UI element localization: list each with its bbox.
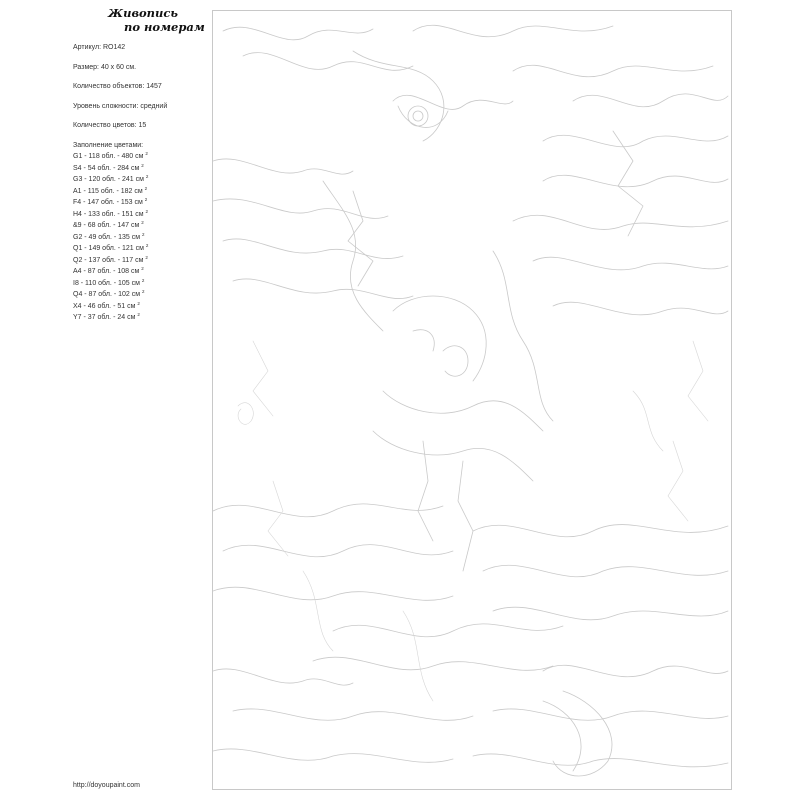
brand-line-2: по номерам (124, 20, 205, 34)
list-item: G1 - 118 обл. - 480 см $^2$ (73, 151, 148, 160)
list-item: Q1 - 149 обл. - 121 см $^2$ (73, 243, 149, 252)
list-item: Y7 - 37 обл. - 24 см $^2$ (73, 312, 140, 321)
list-item: A1 - 115 обл. - 182 см $^2$ (73, 185, 148, 195)
list-item: I8 - 110 обл. - 105 см $^2$ (73, 277, 145, 287)
product-info (73, 44, 208, 323)
list-item: S4 - 54 обл. - 284 см $^2$ (73, 162, 144, 172)
brand-line-1: Живопись (108, 6, 178, 20)
website-url: http://doyoupaint.com (73, 782, 140, 789)
list-item: G3 - 120 обл. - 241 см $^2$ (73, 174, 149, 183)
article-number: Артикул: RO142 (73, 44, 126, 51)
line-art-drawing (213, 11, 731, 789)
list-item: Q2 - 137 обл. - 117 см $^2$ (73, 254, 148, 264)
list-item: F4 - 147 обл. - 153 см $^2$ (73, 197, 148, 206)
color-count: Количество цветов: 15 (73, 122, 147, 129)
list-item: X4 - 46 обл. - 51 см $^2$ (73, 300, 140, 310)
line-art-canvas (212, 10, 732, 790)
list-item: G2 - 49 обл. - 135 см $^2$ (73, 231, 145, 241)
list-item: H4 - 133 обл. - 151 см $^2$ (73, 208, 149, 218)
color-fill-list (73, 150, 208, 323)
list-item: Q4 - 87 обл. - 102 см $^2$ (73, 289, 145, 298)
difficulty-level: Уровень сложности: средний (73, 102, 168, 110)
list-item: &9 - 68 обл. - 147 см $^2$ (73, 220, 144, 229)
color-fill-title: Заполнение цветами: (73, 141, 144, 149)
brand-logo (96, 6, 206, 34)
list-item: A4 - 87 обл. - 108 см $^2$ (73, 266, 144, 275)
object-count: Количество объектов: 1457 (73, 83, 162, 90)
canvas-size: Размер: 40 x 60 см. (73, 63, 137, 71)
